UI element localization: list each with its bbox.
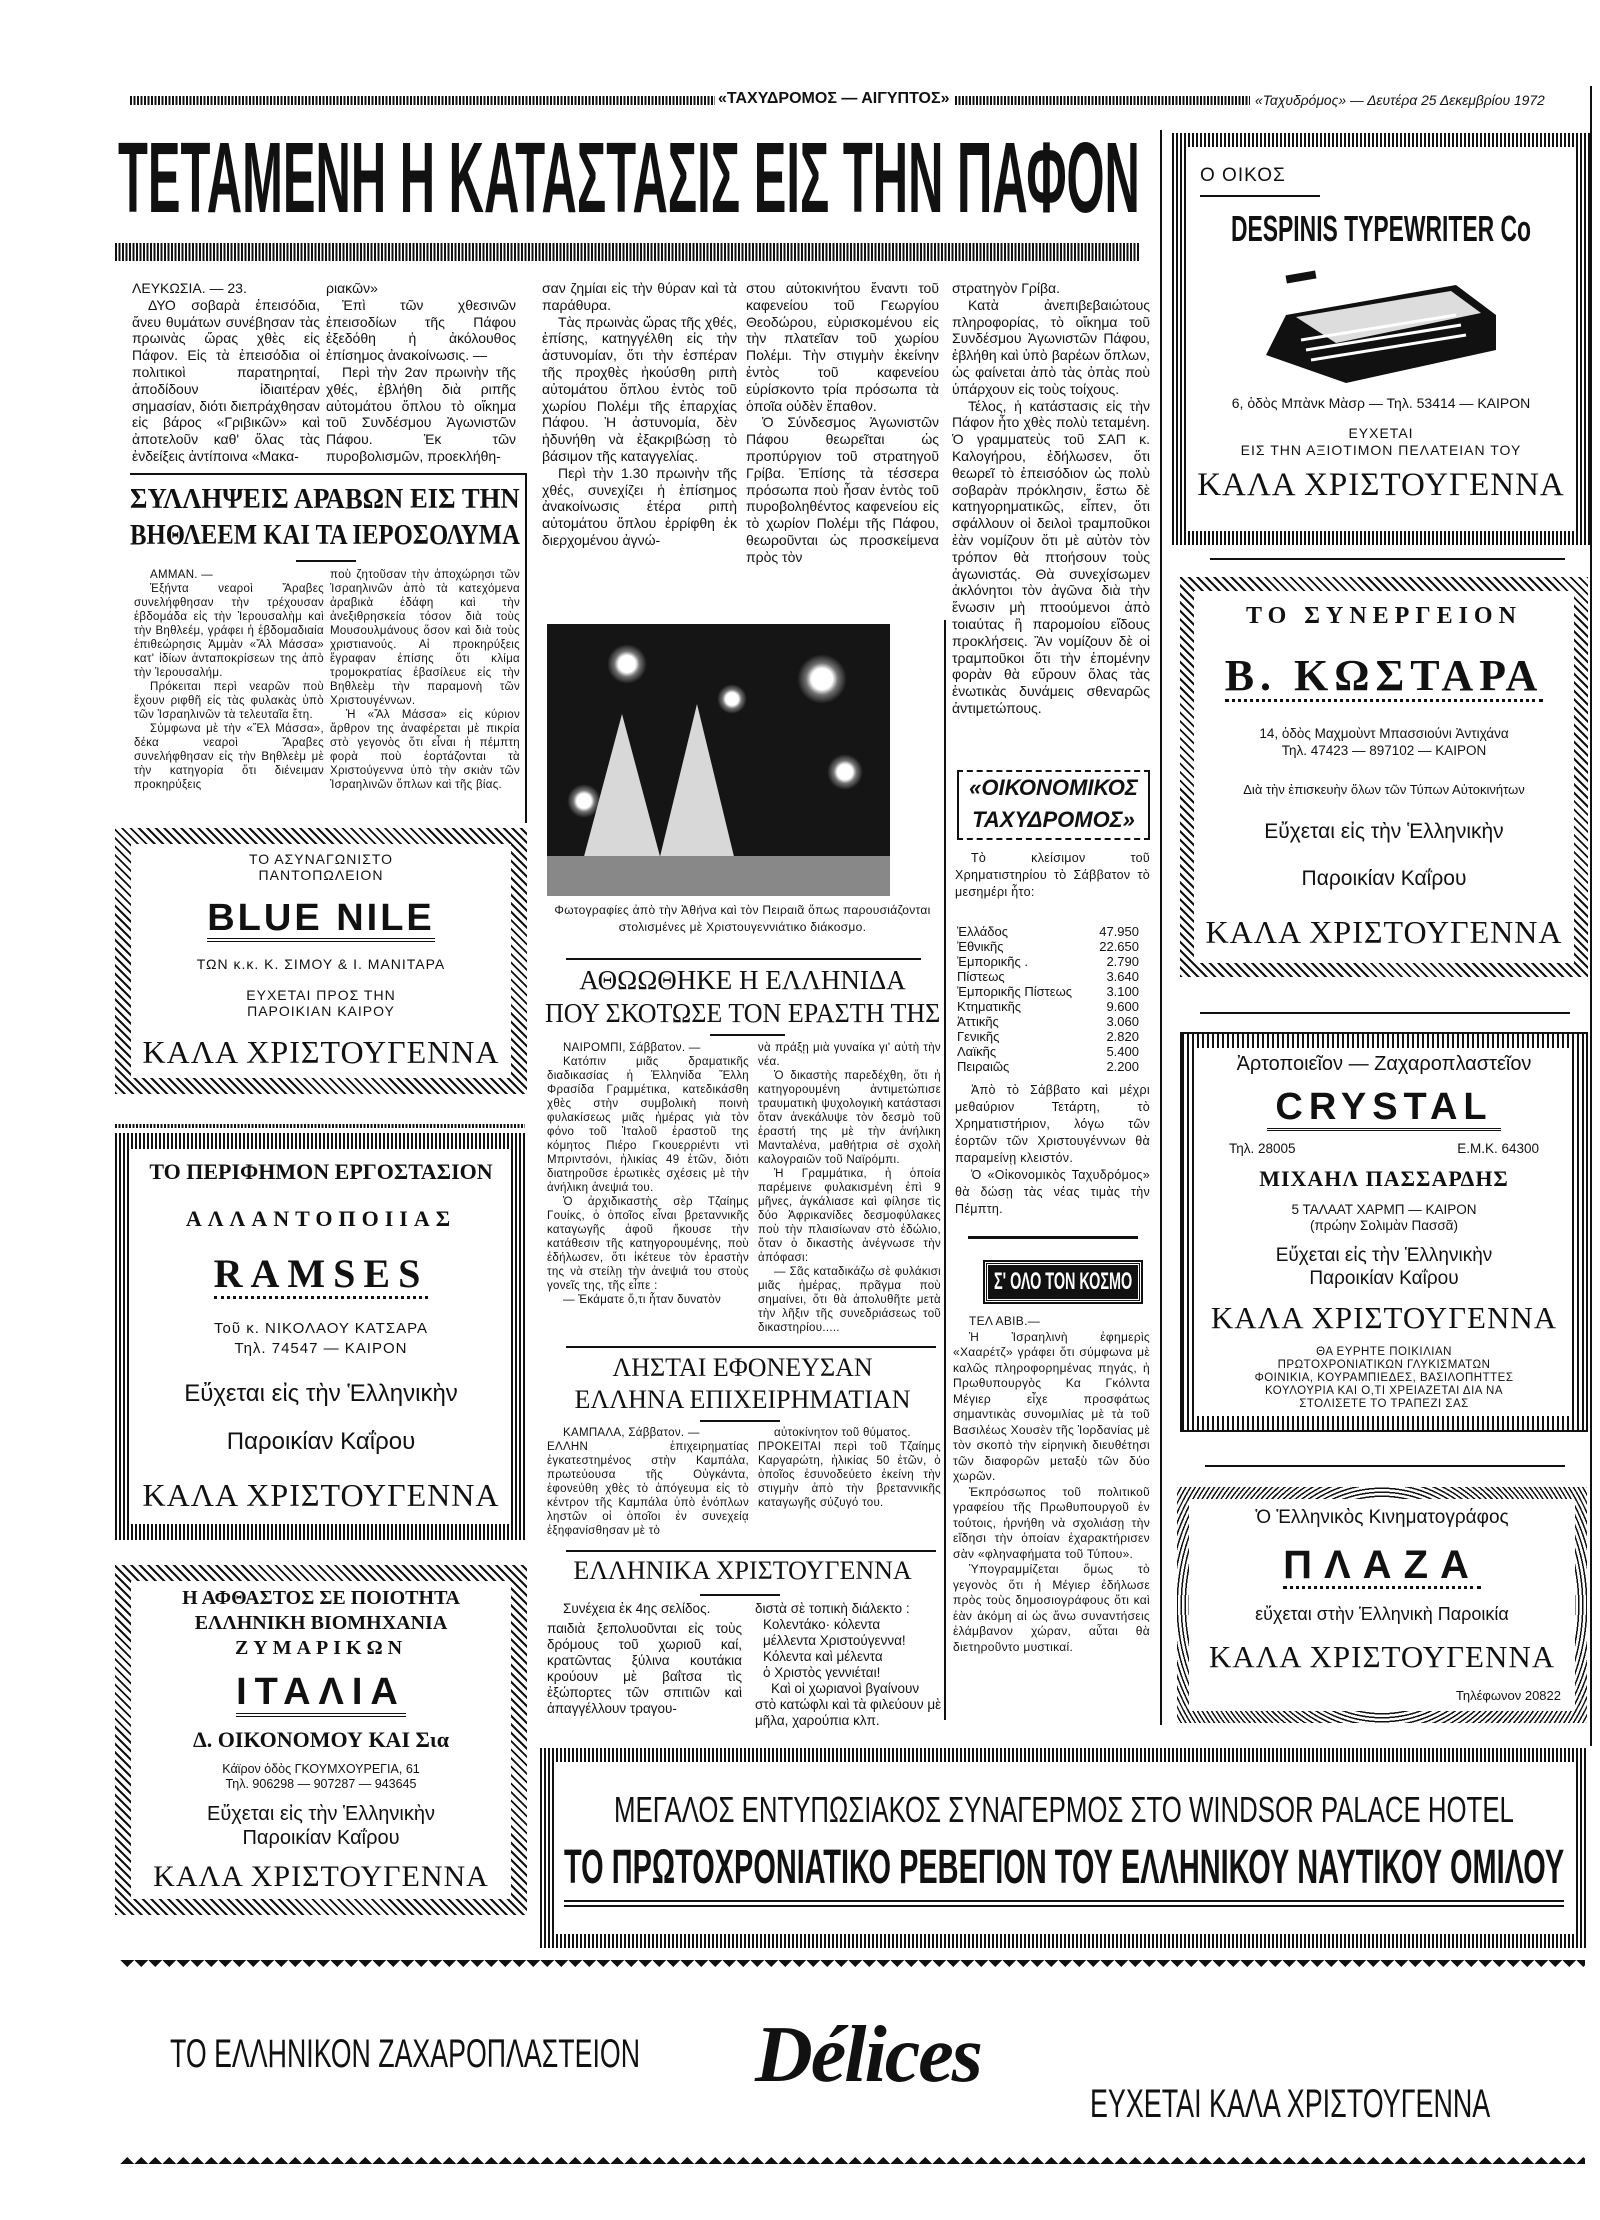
table-row: Πειραιῶς 2.200 xyxy=(957,1059,1139,1074)
double-rule xyxy=(564,1900,1564,1907)
ad-greeting: ΚΑΛΑ ΧΡΙΣΤΟΥΓΕΝΝΑ xyxy=(1205,914,1563,951)
rule xyxy=(566,958,921,960)
ad-brand: Β. ΚΩΣΤΑΡΑ xyxy=(1224,650,1544,700)
page-edge-rule xyxy=(1590,86,1592,1746)
economic-intro: Τὸ κλείσιμον τοῦ Χρηματιστηρίου τὸ Σάββατον τὸ μεσημέρι ἦτο: xyxy=(955,851,1150,899)
table-row: Ἀττικῆς 3.060 xyxy=(957,1014,1139,1029)
acquitted-col2: νὰ πράξῃ μιὰ γυναίκα γι' αὐτὴ τὴν νέα. Ὁ δικαστὴς παρεδέχθη, ὅτι ἡ κατηγορουμένη ἀντιμετώπισε τραυματικὴ ψυχολογικὴ κατάστασι ὅταν ἀνεκάλυψε τὸν δεσμὸ τοῦ ἐραστή της μὲ τὴν ἀνήλικη Μανταλένα, μαθήτρια σὲ σχολὴ καλογραιῶν τοῦ Ναϊρόμπι. Ἡ Γραμμάτικα, ἡ ὁποία παρέμεινε φυλακισμένη ἐπὶ 9 μῆνες, ἀγκάλιασε καὶ φίλησε τὶς δύο Ἀφρικανίδες δεσμοφύλακες ποὺ τὴν πλαισίωναν στὸ ἑδώλιο, ὅταν ὁ δικαστὴς ἀνέγνωσε τὴν ἀπόφασι: — Σᾶς καταδικάζω σὲ φυλάκισι μιᾶς ἡμέρας, πρᾶγμα ποὺ σημαίνει, ὅτι θὰ ἀπολυθῆτε μετὰ τὴν λῆξιν τῆς συνεδριάσεως τοῦ δικαστηρίου..... xyxy=(758,1042,941,1334)
typewriter-icon xyxy=(1256,255,1506,385)
ad-brand: ΙΤΑΛΙΑ xyxy=(236,1671,406,1717)
robbers-headline: ΛΗΣΤΑΙ ΕΦΟΝΕΥΣΑΝ ΕΛΛΗΝΑ ΕΠΙΧΕΙΡΗΜΑΤΙΑΝ xyxy=(574,1353,911,1414)
ad-greeting: ΚΑΛΑ ΧΡΙΣΤΟΥΓΕΝΝΑ xyxy=(153,1860,489,1894)
ad-line: Ἀρτοποιεῖον — Ζαχαροπλαστεῖον xyxy=(1236,1053,1532,1075)
greek-xmas-col2: διστὰ σὲ τοπικὴ διάλεκτο : Κολεντάκο· κόλεντα μέλλεντα Χριστούγεννα! Κόλεντα καὶ μέλεντα ὁ Χριστὸς γεννιέται! Καὶ οἱ χωριανοὶ βγαίνουν στὸ κατώφλι καὶ τὰ φιλεύουν μὲ μῆλα, χαρούπια κλπ. xyxy=(755,1601,942,1728)
greek-xmas-col1: Συνέχεια ἐκ 4ης σελίδος. παιδιὰ ξεπολυοῦνται εἰς τοὺς δρόμους τοῦ χωριοῦ καί, κρατῶντας ξύλινα κουτάκια κρούουν μὲ βαΐτσα τὶς ἐξώπορτες τῶν σπιτιῶν καὶ ἀπαγγέλλουν τραγου- xyxy=(547,1601,742,1716)
acquitted-headline: ΑΘΩΩΘΗΚΕ Η ΕΛΛΗΝΙΔΑ ΠΟΥ ΣΚΟΤΩΣΕ ΤΟΝ ΕΡΑΣΤΗ ΤΗΣ xyxy=(545,965,941,1028)
arabs-col2: ποὺ ζητοῦσαν τὴν ἀποχώρησι τῶν Ἰσραηλινῶν ἀπὸ τὰ κατεχόμενα ἀραβικὰ ἐδάφη καὶ τὴν ἀνεξιθρησκεία τόσον διὰ τοὺς Μουσουλμάνους ὅσον καὶ διὰ τοὺς χριστιανούς. Αἱ προκηρύξεις ἔγραφαν ἐπίσης ὅτι κλίμα τρομοκρατίας ἐβασίλευε εἰς τὴν Βηθλεὲμ τὴν παραμονὴ τῶν Χριστουγέννων. Ἡ «Ἄλ Μάσσα» εἰς κύριον ἄρθρον της ἀναφέρεται μὲ πικρία στὸ γεγονὸς ὅτι εἶναι ἡ πέμπτη φορὰ ποὺ ἑορτάζονται τὰ Χριστούγεννα ὑπὸ τὴν σκιὰν τῶν Ἰσραηλινῶν ὅπλων καὶ τῆς βίας. xyxy=(330,569,520,791)
masthead-ornament-left xyxy=(130,96,715,105)
rule xyxy=(1200,1012,1570,1014)
economic-notes: Ἀπὸ τὸ Σάββατο καὶ μέχρι μεθαύριον Τετάρτη, τὸ Χρηματιστήριον, λόγω τῶν ἑορτῶν τῶν Χριστουγέννων θὰ παραμείνῃ κλειστόν. Ὁ «Οἰκονομικὸς Ταχυδρόμος» θὰ δώσῃ τὰς νέας τιμὰς τὴν Πέμπτη. xyxy=(955,1083,1150,1216)
headline-bar xyxy=(115,243,1140,261)
ad-wish: Παροικίαν Καΐρου xyxy=(1301,867,1467,891)
ad-line: ΜΕΓΑΛΟΣ ΕΝΤΥΠΩΣΙΑΚΟΣ ΣΥΝΑΓΕΡΜΟΣ ΣΤΟ WINDSOR PALACE HOTEL xyxy=(614,1788,1514,1830)
ad-line: Ὁ Ἑλληνικὸς Κινηματογράφος xyxy=(1255,1506,1509,1528)
ad-owner: ΜΙΧΑΗΛ ΠΑΣΣΑΡΔΗΣ xyxy=(1259,1166,1509,1191)
rule xyxy=(566,1550,936,1552)
ad-greeting: ΚΑΛΑ ΧΡΙΣΤΟΥΓΕΝΝΑ xyxy=(1210,1300,1558,1335)
ad-address: 6, ὁδὸς Μπὰνκ Μὰσρ — Τηλ. 53414 — ΚΑΙΡΟΝ xyxy=(1231,395,1531,411)
rule xyxy=(566,1346,936,1348)
ad-contact: Κάϊρον ὁδὸς ΓΚΟΥΜΧΟΥΡΕΓΙΑ, 61 Τηλ. 906298 — 907287 — 943645 xyxy=(222,1762,420,1792)
ad-wish: ΕΥΧΕΤΑΙ ΕΙΣ ΤΗΝ ΑΞΙΟΤΙΜΟΝ ΠΕΛΑΤΕΙΑΝ ΤΟΥ xyxy=(1240,425,1522,458)
table-row: Λαϊκῆς 5.400 xyxy=(957,1044,1139,1059)
ad-greeting: ΚΑΛΑ ΧΡΙΣΤΟΥΓΕΝΝΑ xyxy=(1208,1638,1556,1674)
masthead-date: «Ταχυδρόμος» — Δευτέρα 25 Δεκεμβρίου 1972 xyxy=(1255,92,1545,108)
ad-wish: εὔχεται στὴν Ἑλληνικὴ Παροικία xyxy=(1255,1604,1509,1625)
ad-offer: ΘΑ ΕΥΡΗΤΕ ΠΟΙΚΙΛΙΑΝ ΠΡΩΤΟΧΡΟΝΙΑΤΙΚΩΝ ΓΛΥΚΙΣΜΑΤΩΝ ΦΟΙΝΙΚΙΑ, ΚΟΥΡΑΜΠΙΕΔΕΣ, ΒΑΣΙΛΟΠΗΤΤΕΣ ΚΟΥΛΟΥΡΙΑ ΚΑΙ Ο,ΤΙ ΧΡΕΙΑΖΕΤΑΙ ΔΙΑ ΝΑ ΣΤΟΛΙΣΕΤΕ ΤΟ ΤΡΑΠΕΖΙ ΣΑΣ xyxy=(1254,1346,1514,1410)
robbers-col2: αὐτοκίνητον τοῦ θύματος. ΠΡΟΚΕΙΤΑΙ περὶ τοῦ Τζαίημς Καργαρώτη, ἡλικίας 50 ἐτῶν, ὁ ὁποῖος ἐσυνοδεύετο ἐκείνη τὴν στιγμὴν ἀπὸ τὴν βρεταννικῆς καταγωγῆς σύζυγό του. xyxy=(758,1427,941,1509)
rule xyxy=(130,473,525,475)
christmas-photo xyxy=(547,624,890,896)
verse: Κολεντάκο· κόλεντα μέλλεντα Χριστούγεννα! Κόλεντα καὶ μέλεντα ὁ Χριστὸς γεννιέται! xyxy=(763,1617,906,1680)
rule xyxy=(1210,558,1565,560)
arabs-headline: ΣΥΛΛΗΨΕΙΣ ΑΡΑΒΩΝ ΕΙΣ ΤΗΝ ΒΗΘΛΕΕΜ ΚΑΙ ΤΑ ΙΕΡΟΣΟΛΥΜΑ xyxy=(130,484,520,551)
ad-blue-nile xyxy=(115,828,527,1094)
ad-brand: BLUE NILE xyxy=(207,898,435,942)
lead-col3: σαν ζημίαι εἰς τὴν θύραν καὶ τὰ παράθυρα. Τὰς πρωινὰς ὥρας τῆς χθές, ἐπίσης, κατηγγέλθη εἰς τὴν ἀστυνομίαν, ὅτι τὴν ἑσπέραν τῆς προχθὲς ἠκούσθη ριπὴ αὐτομάτου ὅπλου ἐντὸς τοῦ χωρίου Πολέμι τῆς ἐπαρχίας Πάφου. Ἡ ἀστυνομία, δὲν ἠδυνήθη νὰ ἐξακριβώσῃ τὸ βάσιμον τῆς καταγγελίας. Περὶ τὴν 1.30 πρωινὴν τῆς χθές, συνεχίζει ἡ ἐπίσημος ἀνακοίνωσις ἑτέρα ριπὴ αὐτομάτου ὅπλου ἐρρίφθη ἐκ διερχομένου ἀγνώ- xyxy=(542,280,737,548)
ad-brand: DESPINIS TYPEWRITER Co xyxy=(1231,208,1532,249)
ad-brand: ΠΛΑΖΑ xyxy=(1283,1543,1481,1588)
rule xyxy=(296,560,356,562)
ad-lines: Η ΑΦΘΑΣΤΟΣ ΣΕ ΠΟΙΟΤΗΤΑ ΕΛΛΗΝΙΚΗ ΒΙΟΜΗΧΑΝΙΑ ΖΥΜΑΡΙΚΩΝ xyxy=(182,1586,460,1659)
table-row: Ἐμπορικῆς . 2.790 xyxy=(957,954,1139,969)
ad-kostara xyxy=(1180,577,1588,977)
lead-col1: ΛΕΥΚΩΣΙΑ. — 23. ΔΥΟ σοβαρὰ ἐπεισόδια, ἄνευ θυμάτων συνέβησαν τὰς πρωινὰς ὥρας χθὲς εἰς Πάφον. Εἰς τὰ ἐπεισόδια οἱ πολιτικοὶ παρατηρηταί, ἀποδίδουν ἰδιαιτέραν σημασίαν, διότι διεπράχθησαν εἰς βάρος «Γριβικῶν» καὶ ἀποτελοῦν καθ' ὅλας τὰς ἐνδείξεις ἀντίποινα «Μακα- xyxy=(132,280,320,464)
ad-wish: Εὔχεται εἰς τὴν Ἑλληνικὴν Παροικίαν Καΐρου xyxy=(207,1803,435,1850)
lead-col5: στρατηγὸν Γρίβα. Κατὰ ἀνεπιβεβαιώτους πληροφορίας, τὸ οἴκημα τοῦ Συνδέσμου Ἀγωνιστῶν Πάφου, ἐβλήθη καὶ ὑπὸ βαρέων ὅπλων, ὡς φαίνεται ἀπὸ τὰς ὀπὰς ποὺ ὑπάρχουν εἰς τοὺς τοίχους. Τέλος, ἡ κατάστασις εἰς τὴν Πάφον ἦτο χθὲς πολὺ τεταμένη. Ὁ γραμματεὺς τοῦ ΣΑΠ κ. Καλογήρου, ἐδήλωσεν, ὅτι θεωρεῖ τὸ ἐπεισόδιον ὡς πολὺ σοβαρὰν πρόκλησιν, ἔστω δὲ κατηγορηματικῶς, εἶπεν, ὅτι σφάλλουν οἱ δειλοὶ τραμποῦκοι ἐὰν νομίζουν ὅτι μὲ αὐτὸν τὸν τρόπον θὰ πτοήσουν τοὺς ἀγωνιστάς. Θὰ συνεχίσωμεν ἀκλόνητοι τὸν ἀγῶνα διὰ τὴν ἕνωσιν μὴ πτοούμενοι ἀπὸ τοιαύτας ἢ παρομοίου εἴδους προκλήσεις. Ἂν νομίζουν δὲ οἱ τραμποῦκοι ὅτι τὴν ἐπομένην φορὰν θὰ εὕρουν ὅλας τὰς ἑνωτικὰς δυνάμεις σθεναρῶς ἀντιμετώπους. xyxy=(952,280,1150,716)
table-row: Κτηματικῆς 9.600 xyxy=(957,999,1139,1014)
delices-logo: Délices xyxy=(755,2011,981,2099)
ad-crystal xyxy=(1180,1032,1588,1432)
table-row: Ἐθνικῆς 22.650 xyxy=(957,939,1139,954)
ad-brand: RAMSES xyxy=(214,1252,429,1299)
robbers-col1: ΚΑΜΠΑΛΑ, Σάββατον. — ΕΛΛΗΝ ἐπιχειρηματίας ἐγκατεστημένος στὴν Καμπάλα, πρωτεύουσα τῆς Οὐγκάντα, ἐφονεύθη χθὲς τὸ ἀπόγευμα εἰς τὸ κέντρον τῆς Καμπάλα ὑπὸ ἐνόπλων ληστῶν οἱ ὁποῖοι ἐν συνεχείᾳ ἐξηφανίσθησαν μὲ τὸ xyxy=(547,1427,749,1537)
column-rule xyxy=(525,473,527,823)
zigzag-border-bottom xyxy=(120,2150,1585,2164)
table-row: Ἐμπορικῆς Πίστεως 3.100 xyxy=(957,984,1139,999)
ad-wish: Εὔχεται εἰς τὴν Ἑλληνικὴν xyxy=(184,1379,458,1407)
lead-headline: ΤΕΤΑΜΕΝΗ Η ΚΑΤΑΣΤΑΣΙΣ ΕΙΣ ΤΗΝ ΠΑΦΟΝ xyxy=(118,122,1140,234)
stock-table xyxy=(957,924,1139,1074)
lead-col2: ριακῶν» Ἐπὶ τῶν χθεσινῶν ἐπεισοδίων τῆς Πάφου ἐξεδόθη ἡ ἀκόλουθος ἐπίσημος ἀνακοίνωσις. — Περὶ τὴν 2αν πρωινὴν τῆς χθές, ἐβλήθη διὰ ριπῆς αὐτομάτου ὅπλου τὸ οἴκημα τοῦ Συνδέσμου Ἀγωνιστῶν Πάφου. Ἐκ τῶν πυροβολισμῶν, προεκλήθη- xyxy=(326,280,516,464)
ad-greeting: ΚΑΛΑ ΧΡΙΣΤΟΥΓΕΝΝΑ xyxy=(142,1033,500,1070)
rule xyxy=(968,1236,1138,1239)
greek-xmas-headline: ΕΛΛΗΝΙΚΑ ΧΡΙΣΤΟΥΓΕΝΝΑ xyxy=(573,1556,912,1585)
arabs-col1: ΑΜΜΑΝ. — Ἑξήντα νεαροὶ Ἄραβες συνελήφθησαν τὴν τρέχουσαν ἑβδομάδα εἰς τὴν Ἱερουσαλὴμ καὶ τὴν Βηθλεέμ, γράφει ἡ ἑβδομαδιαία ἐπιθεώρησις Ἀμμὰν «Ἄλ Μάσσα» κατ' ἰδίων ἀνταποκρίσεων της ἀπὸ τὴν Ἱερουσαλήμ. Πρόκειται περὶ νεαρῶν ποὺ ἔχουν ριφθῆ εἰς τὰς φυλακὰς ὑπὸ τῶν Ἰσραηλινῶν τὰ τελευταῖα ἔτη. Σύμφωνα μὲ τὴν «Ἔλ Μάσσα», δέκα νεαροὶ Ἄραβες συνελήφθησαν εἰς τὴν Βηθλεὲμ μὲ τὴν κατηγορία ὅτι διένειμαν προκηρύξεις xyxy=(134,569,324,791)
ad-line: ΑΛΛΑΝΤΟΠΟΙΙΑΣ xyxy=(185,1205,457,1231)
ad-ramses xyxy=(115,1133,527,1540)
ad-windsor xyxy=(540,1748,1588,1948)
ad-line: ΤΟ ΑΣΥΝΑΓΩΝΙΣΤΟ ΠΑΝΤΟΠΩΛΕΙΟΝ xyxy=(248,851,394,884)
ad-phone: Τηλέφωνον 20822 xyxy=(1455,1688,1561,1704)
delices-line2: ΕΥΧΕΤΑΙ ΚΑΛΑ ΧΡΙΣΤΟΥΓΕΝΝΑ xyxy=(1090,2082,1491,2126)
column-rule xyxy=(944,620,946,1720)
rule xyxy=(700,1420,780,1422)
world-title-box: Σ' ΟΛΟ ΤΟΝ ΚΟΣΜΟ xyxy=(985,1262,1141,1302)
acquitted-col1: ΝΑΙΡΟΜΠΙ, Σάββατον. — Κατόπιν μιᾶς δραματικῆς διαδικασίας ἡ Ἑλληνίδα Ἔλλη Φρασίδα Γραμμέτικα, κατεδικάσθη χθὲς στὴν συμβολικὴ ποινὴ φυλακίσεως μιᾶς ἡμέρας γιὰ τὸν φόνο τοῦ Ἰταλοῦ ἐραστοῦ της κόμητος Πιέρο Γκουερριέντι ντὶ Μπριντσόνι, ἡλικίας 49 ἐτῶν, διότι διατηροῦσε ἐρωτικὲς σχέσεις μὲ τὴν ἀνήλικη ἀνεψιά του. Ὁ ἀρχιδικαστὴς σὲρ Τζαίημς Γουίκς, ὁ ὁποῖος εἶναι βρεταννικῆς καταγωγῆς ἀφοῦ ἤκουσε τὴν κατάθεσιν τῆς κατηγορουμένης, ποὺ ἐδήλωσεν, ὅτι ἱκέτευε τὸν ἐραστὴν της νὰ στείλῃ τὴν ἀνεψιά του στοὺς γονεῖς της, τῆς εἶπε : — Ἐκάματε ὅ,τι ἦταν δυνατὸν xyxy=(547,1042,749,1306)
table-row: Ἑλλάδος 47.950 xyxy=(957,924,1139,939)
rule xyxy=(1205,1465,1565,1467)
ad-owners: ΤΩΝ κ.κ. Κ. ΣΙΜΟΥ & Ι. ΜΑΝΙΤΑΡΑ xyxy=(196,956,446,973)
ad-wish: Εὔχεται εἰς τὴν Ἑλληνικὴν Παροικίαν Καΐρου xyxy=(1275,1245,1493,1289)
ad-phones: Τηλ. 28005 Ε.Μ.Κ. 64300 xyxy=(1229,1141,1539,1156)
ad-owner: Δ. ΟΙΚΟΝΟΜΟΥ ΚΑΙ Σια xyxy=(193,1726,449,1752)
ad-brand: CRYSTAL xyxy=(1267,1086,1500,1131)
ad-contact: Τοῦ κ. ΝΙΚΟΛΑΟΥ ΚΑΤΣΑΡΑ Τηλ. 74547 — ΚΑΙΡΟΝ xyxy=(213,1320,429,1358)
column-rule xyxy=(1160,130,1162,1725)
ad-line: ΤΟ ΠΡΩΤΟΧΡΟΝΙΑΤΙΚΟ ΡΕΒΕΓΙΟΝ ΤΟΥ ΕΛΛΗΝΙΚΟΥ ΝΑΥΤΙΚΟΥ ΟΜΙΛΟΥ xyxy=(564,1840,1565,1894)
divider xyxy=(115,1124,525,1128)
ad-typewriter xyxy=(1172,133,1590,545)
ad-greeting: ΚΑΛΑ ΧΡΙΣΤΟΥΓΕΝΝΑ xyxy=(1197,467,1565,503)
ad-line: ΤΟ ΣΥΝΕΡΓΕΙΟΝ xyxy=(1246,602,1522,629)
ad-contact: 14, ὁδὸς Μαχμοὺντ Μπασσιούνι Ἀντιχάνα Τηλ. 47423 — 897102 — ΚΑΙΡΟΝ xyxy=(1259,725,1509,758)
rule xyxy=(710,1034,785,1036)
photo-caption: Φωτογραφίες ἀπὸ τὴν Ἀθήνα καὶ τὸν Πειραιᾶ ὅπως παρουσιάζονται στολισμένες μὲ Χριστουγεννιάτικο διάκοσμο. xyxy=(554,903,931,934)
economic-title-box: «ΟΙΚΟΝΟΜΙΚΟΣ ΤΑΧΥΔΡΟΜΟΣ» xyxy=(957,770,1150,840)
ad-greeting: ΚΑΛΑ ΧΡΙΣΤΟΥΓΕΝΝΑ xyxy=(142,1476,500,1513)
masthead-ornament-right xyxy=(955,96,1250,105)
table-row: Γενικῆς 2.820 xyxy=(957,1029,1139,1044)
masthead-center: «ΤΑΧΥΔΡΟΜΟΣ — ΑΙΓΥΠΤΟΣ» xyxy=(718,90,950,107)
ad-line: ΤΟ ΠΕΡΙΦΗΜΟΝ ΕΡΓΟΣΤΑΣΙΟΝ xyxy=(149,1159,493,1185)
ad-plaza xyxy=(1177,1487,1587,1723)
ad-house: Ο ΟΙΚΟΣ xyxy=(1200,165,1320,197)
lead-col4: στου αὐτοκινήτου ἔναντι τοῦ καφενείου τοῦ Γεωργίου Θεοδώρου, εὑρισκομένου εἰς τὴν πλατεῖαν τοῦ χωρίου Πολέμι. Τὴν στιγμὴν ἐκείνην ἐντὸς τοῦ καφενείου εὑρίσκοντο τρία πρόσωπα τὰ ὁποῖα οὐδὲν ἔπαθον. Ὁ Σύνδεσμος Ἀγωνιστῶν Πάφου θεωρεῖται ὡς προπύργιον τοῦ στρατηγοῦ Γρίβα. Ἐπίσης τὰ τέσσερα πρόσωπα ποὺ ἦσαν ἐντὸς τοῦ πυροβοληθέντος καφενείου εἰς τὸ χωρίον Πολέμι τῆς Πάφου, θεωροῦνται ὡς προσκείμενα πρὸς τὸν xyxy=(746,280,939,565)
delices-line1: ΤΟ ΕΛΛΗΝΙΚΟΝ ΖΑΧΑΡΟΠΛΑΣΤΕΙΟΝ xyxy=(170,2032,641,2076)
world-article: ΤΕΛ ΑΒΙΒ.— Ἡ Ἰσραηλινὴ ἐφημερὶς «Χααρέτζ» γράφει ὅτι σύμφωνα μὲ καλῶς πληροφορημένας πηγάς, ἡ Πρωθυπουργὸς Κα Γκόλντα Μέγιερ εἶχε προσφάτως σημαντικὰς συνομιλίας μὲ τὰ τοῦ Βασιλέως Χουσὲν τῆς Ἰορδανίας μὲ τὸν σκοπὸ τὴν εἰρηνικὴ διευθέτησι τῶν διαφορῶν μεταξὺ τῶν δύο χωρῶν. Ἐκπρόσωπος τοῦ πολιτικοῦ γραφείου τῆς Πρωθυπουργοῦ ἐν τούτοις, ἠρνήθη νὰ σχολιάσῃ τὴν εἴδησι τὴν ὁποίαν ἐχαρακτήρισεν σὰν «φληναφήματα τοῦ Τύπου». Ὑπογραμμίζεται ὅμως τὸ γεγονὸς ὅτι ἡ Μέγιερ ἐδήλωσε πρὸς τοὺς δημοσιογράφους ὅτι καὶ ἐὰν ἀκόμη αἱ ὡς ἄνω συναντήσεις ἐλάμβανον χώραν, αὗται θὰ διετηροῦντο μυστικαί. xyxy=(953,1314,1150,1654)
rule xyxy=(700,1594,780,1596)
ad-address: 5 ΤΑΛΑΑΤ ΧΑΡΜΠ — ΚΑΙΡΟΝ (πρώην Σολιμὰν Πασσᾶ) xyxy=(1291,1202,1477,1233)
ad-wish: Παροικίαν Καΐρου xyxy=(226,1428,416,1456)
ad-service: Διὰ τὴν ἐπισκευὴν ὅλων τῶν Τύπων Αὐτοκινήτων xyxy=(1243,781,1525,797)
zigzag-border-top xyxy=(120,1960,1585,1974)
ad-wish: ΕΥΧΕΤΑΙ ΠΡΟΣ ΤΗΝ ΠΑΡΟΙΚΙΑΝ ΚΑΙΡΟΥ xyxy=(246,987,396,1020)
ad-wish: Εὔχεται εἰς τὴν Ἑλληνικὴν xyxy=(1264,820,1504,844)
table-row: Πίστεως 3.640 xyxy=(957,969,1139,984)
ad-italia xyxy=(115,1565,527,1915)
